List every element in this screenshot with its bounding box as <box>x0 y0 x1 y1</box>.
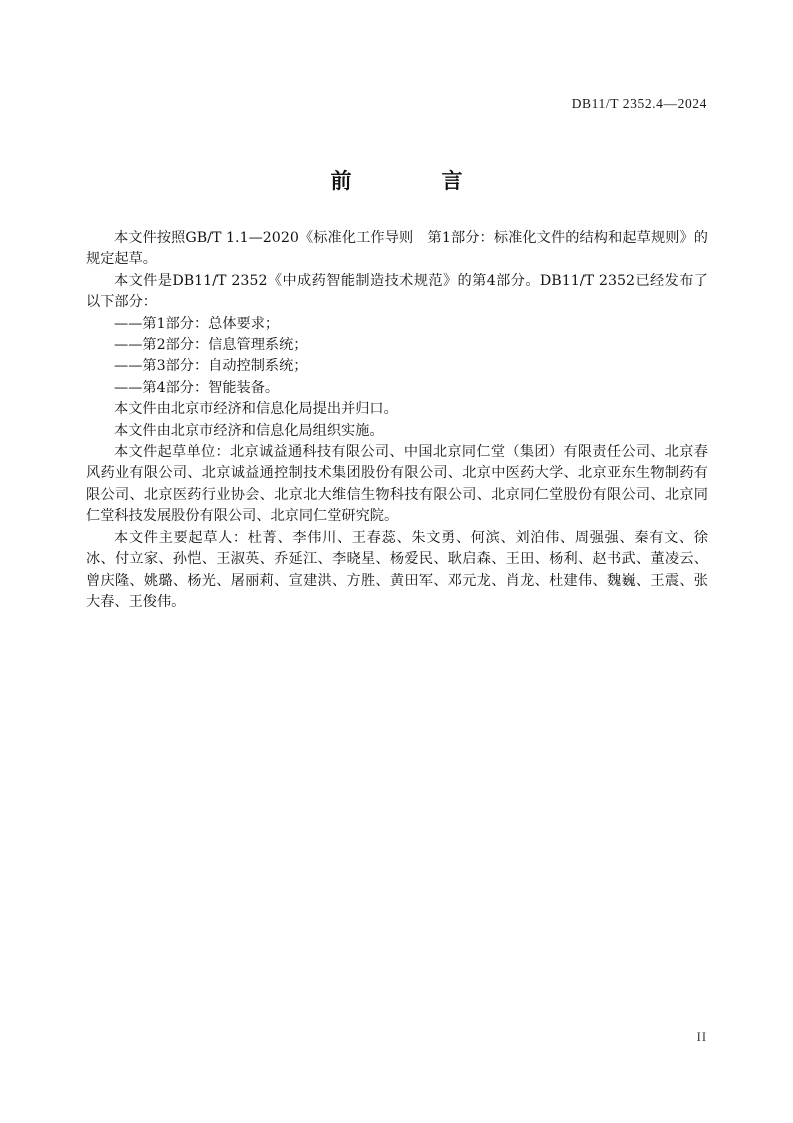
page-header-standard-code: DB11/T 2352.4—2024 <box>571 96 707 111</box>
list-item-part-4: ——第4部分：智能装备。 <box>114 379 280 396</box>
page-title: 前 言 <box>330 168 479 193</box>
paragraph-implementing-body: 本文件由北京市经济和信息化局组织实施。 <box>114 422 384 439</box>
page-number: II <box>696 1030 707 1044</box>
paragraph-drafting-organizations: 本文件起草单位：北京诚益通科技有限公司、中国北京同仁堂（集团）有限责任公司、北京春风药业有限公司、北京诚益通控制技术集团股份有限公司、北京中医药大学、北京亚东生物制药有限公司、北京医药行业协会、北京北大维信生物科技有限公司、北京同仁堂股份有限公司、北京同仁堂科技发展股份有限公司、北京同仁堂研究院。 <box>86 444 708 525</box>
list-item-part-2: ——第2部分：信息管理系统； <box>114 337 308 354</box>
paragraph-drafting-rules: 本文件按照GB/T 1.1—2020《标准化工作导则 第1部分：标准化文件的结构和起草规则》的规定起草。 <box>86 230 708 268</box>
list-item-part-3: ——第3部分：自动控制系统； <box>114 358 308 375</box>
paragraph-main-drafters: 本文件主要起草人：杜菁、李伟川、王春蕊、朱文勇、何滨、刘泊伟、周强强、秦有文、徐冰、付立家、孙恺、王淑英、乔延江、李晓星、杨爱民、耿启森、王田、杨利、赵书武、董凌云、曾庆隆、姚璐、杨光、屠丽莉、宣建洪、方胜、黄田军、邓元龙、肖龙、杜建伟、魏巍、王震、张大春、王俊伟。 <box>86 529 708 610</box>
list-item-part-1: ——第1部分：总体要求； <box>114 315 280 332</box>
paragraph-series-intro: 本文件是DB11/T 2352《中成药智能制造技术规范》的第4部分。DB11/T 2352已经发布了以下部分： <box>86 272 708 311</box>
paragraph-proposing-body: 本文件由北京市经济和信息化局提出并归口。 <box>114 401 398 418</box>
foreword-body <box>86 228 708 613</box>
